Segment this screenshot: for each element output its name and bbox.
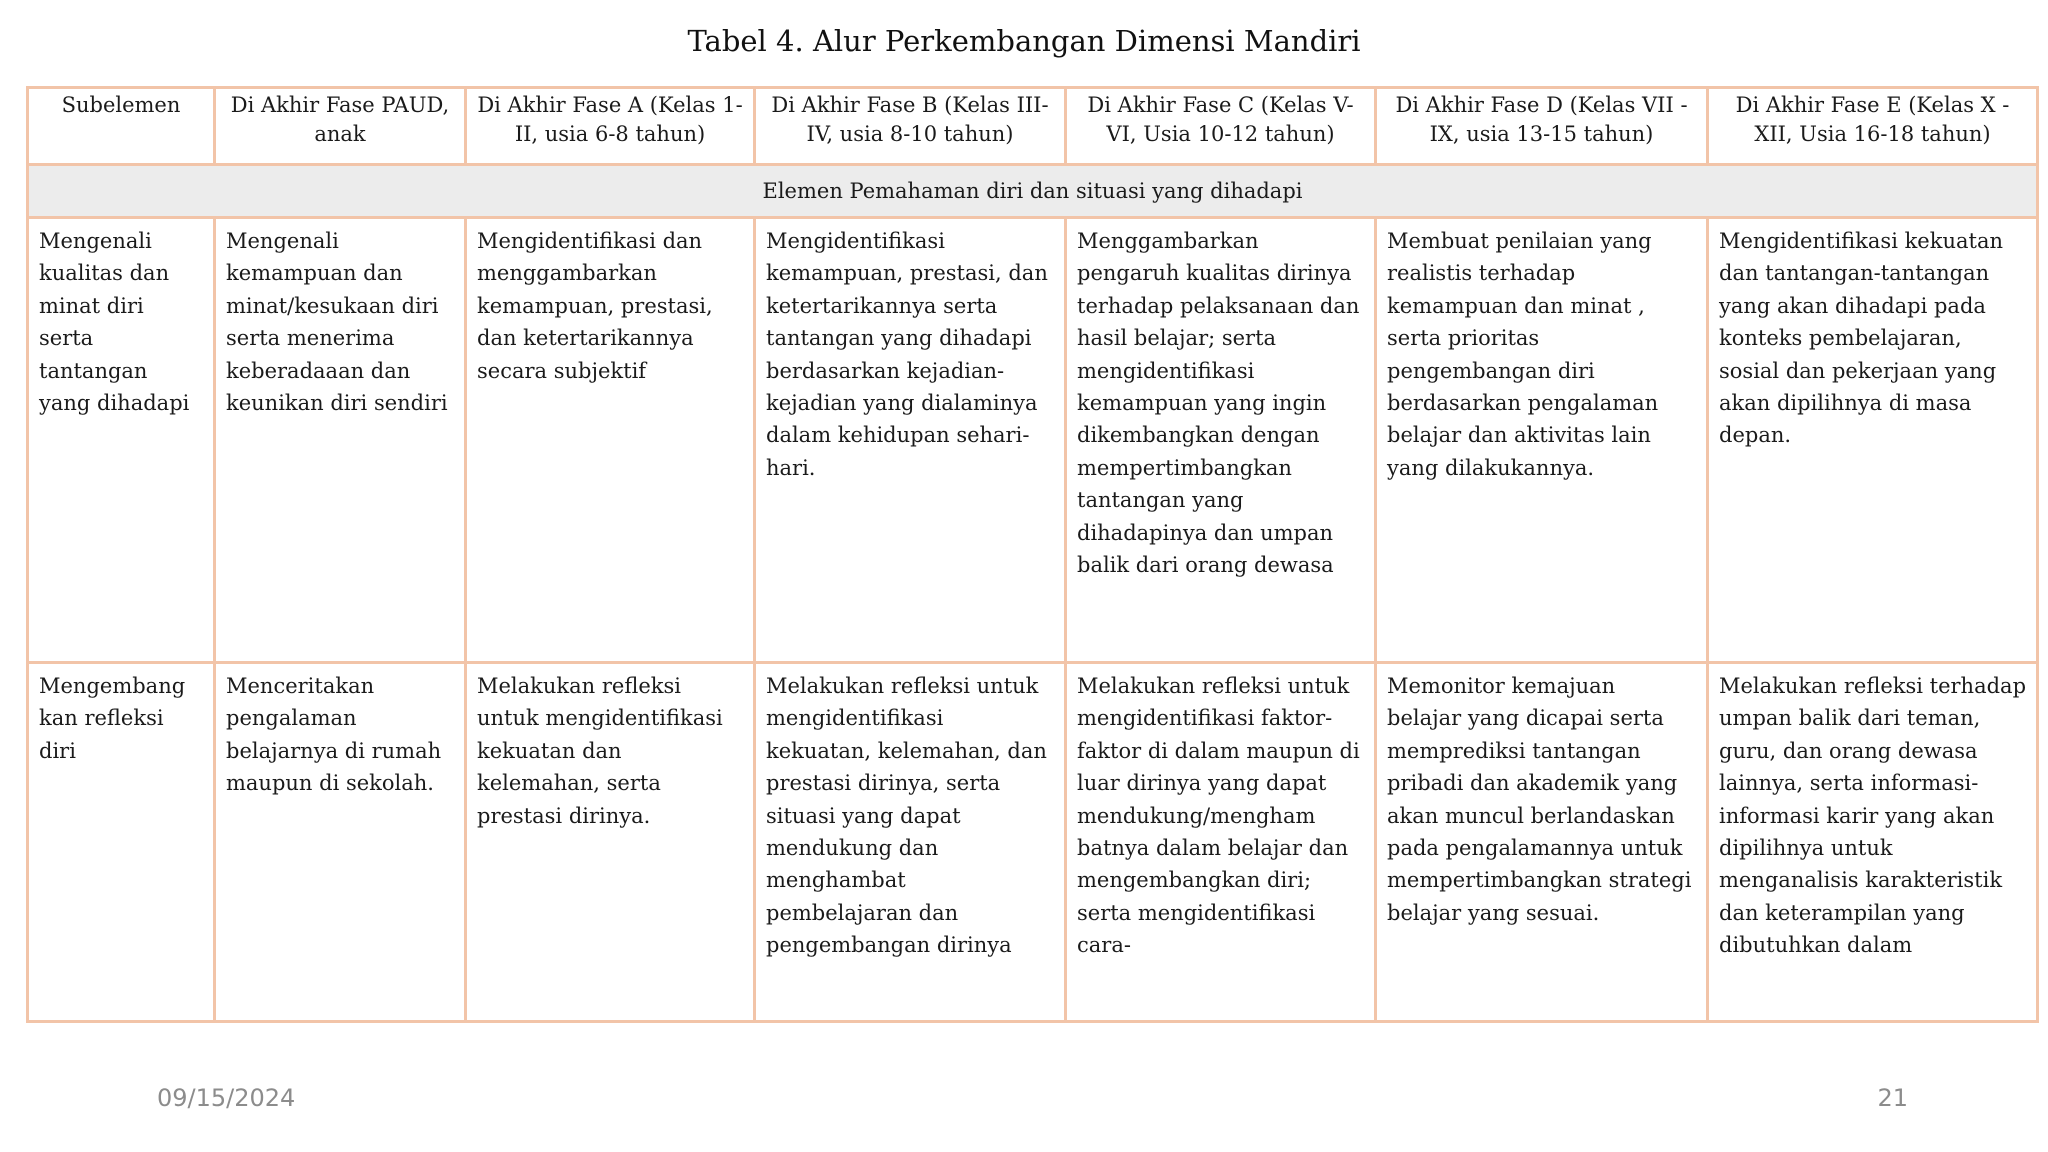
header-subelemen: Subelemen [28,88,215,165]
fase-d-cell: Membuat penilaian yang realistis terhadap kemampuan dan minat , serta prioritas pengembangan diri berdasarkan pengalaman belajar dan aktivitas lain yang dilakukannya. [1376,218,1708,663]
section-row [28,165,2038,218]
fase-d-cell: Memonitor kemajuan belajar yang dicapai serta memprediksi tantangan pribadi dan akademik yang akan muncul berlandaskan pada pengalamannya untuk mempertimbangkan strategi belajar yang sesuai. [1376,663,1708,1022]
development-table [26,86,2039,1023]
section-title: Elemen Pemahaman diri dan situasi yang dihadapi [28,165,2038,218]
table-row [28,218,2038,663]
header-fase-e: Di Akhir Fase E (Kelas X - XII, Usia 16-18 tahun) [1708,88,2038,165]
header-fase-d: Di Akhir Fase D (Kelas VII - IX, usia 13-15 tahun) [1376,88,1708,165]
fase-a-cell: Mengidentifikasi dan menggambarkan kemampuan, prestasi, dan ketertarikannya secara subjektif [466,218,755,663]
footer-date: 09/15/2024 [157,1084,296,1112]
subelemen-cell: Mengembang kan refleksi diri [28,663,215,1022]
fase-a-cell: Melakukan refleksi untuk mengidentifikasi kekuatan dan kelemahan, serta prestasi dirinya. [466,663,755,1022]
table-title: Tabel 4. Alur Perkembangan Dimensi Mandiri [687,24,1361,58]
fase-e-cell: Mengidentifikasi kekuatan dan tantangan-tantangan yang akan dihadapi pada konteks pembelajaran, sosial dan pekerjaan yang akan dipilihnya di masa depan. [1708,218,2038,663]
header-fase-b: Di Akhir Fase B (Kelas III-IV, usia 8-10 tahun) [755,88,1066,165]
subelemen-cell: Mengenali kualitas dan minat diri serta tantangan yang dihadapi [28,218,215,663]
table-row [28,663,2038,1022]
fase-paud-cell: Menceritakan pengalaman belajarnya di rumah maupun di sekolah. [215,663,466,1022]
fase-b-cell: Melakukan refleksi untuk mengidentifikasi kekuatan, kelemahan, dan prestasi dirinya, serta situasi yang dapat mendukung dan menghambat pembelajaran dan pengembangan dirinya [755,663,1066,1022]
fase-c-cell: Melakukan refleksi untuk mengidentifikasi faktor-faktor di dalam maupun di luar dirinya yang dapat mendukung/mengham batnya dalam belajar dan mengembangkan diri; serta mengidentifikasi cara- [1066,663,1376,1022]
header-fase-a: Di Akhir Fase A (Kelas 1-II, usia 6-8 tahun) [466,88,755,165]
header-fase-c: Di Akhir Fase C (Kelas V-VI, Usia 10-12 tahun) [1066,88,1376,165]
page-number: 21 [1877,1084,1908,1112]
fase-c-cell: Menggambarkan pengaruh kualitas dirinya terhadap pelaksanaan dan hasil belajar; serta mengidentifikasi kemampuan yang ingin dikembangkan dengan mempertimbangkan tantangan yang dihadapinya dan umpan balik dari orang dewasa [1066,218,1376,663]
fase-e-cell: Melakukan refleksi terhadap umpan balik dari teman, guru, dan orang dewasa lainnya, serta informasi-informasi karir yang akan dipilihnya untuk menganalisis karakteristik dan keterampilan yang dibutuhkan dalam [1708,663,2038,1022]
header-row [28,88,2038,165]
fase-b-cell: Mengidentifikasi kemampuan, prestasi, dan ketertarikannya serta tantangan yang dihadapi berdasarkan kejadian-kejadian yang dialaminya dalam kehidupan sehari-hari. [755,218,1066,663]
header-fase-paud: Di Akhir Fase PAUD, anak [215,88,466,165]
fase-paud-cell: Mengenali kemampuan dan minat/kesukaan diri serta menerima keberadaaan dan keunikan diri sendiri [215,218,466,663]
